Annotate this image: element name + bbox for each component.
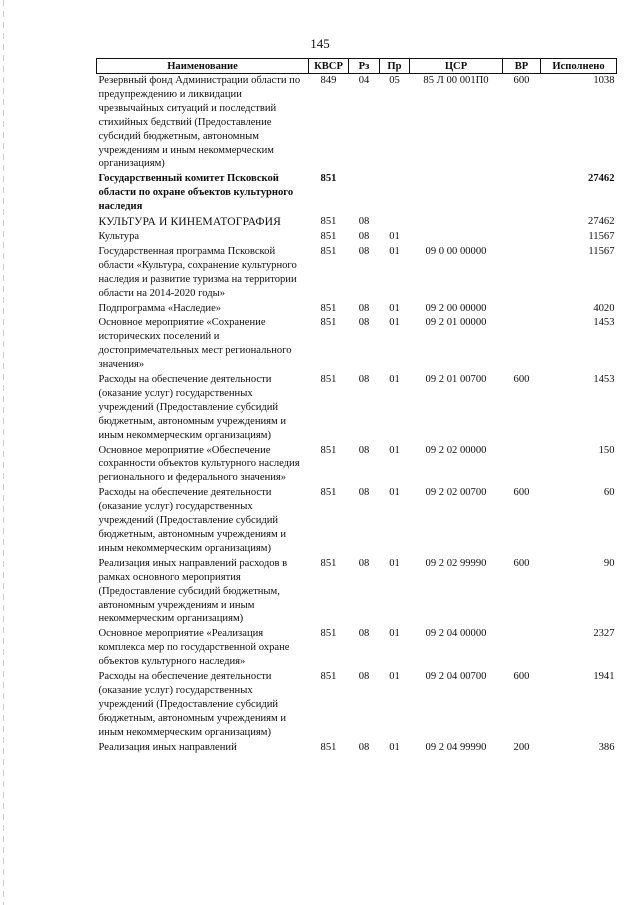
cell-kvsr: 851: [320, 741, 337, 753]
cell-executed: 150: [598, 444, 615, 456]
cell-vr: [503, 316, 541, 373]
budget-table: [96, 58, 617, 756]
header-kvsr: КВСР: [309, 59, 349, 74]
cell-csr: 85 Л 00 001П0: [423, 75, 489, 86]
cell-csr: [410, 215, 503, 230]
cell-kvsr: 851: [320, 317, 337, 329]
cell-executed: 11567: [588, 230, 615, 242]
cell-vr: [503, 172, 541, 215]
cell-rz: 08: [358, 444, 370, 456]
cell-rz: 08: [358, 216, 370, 228]
cell-pr: [380, 215, 410, 230]
cell-vr: 600: [513, 671, 530, 683]
cell-pr: 01: [389, 374, 400, 386]
cell-kvsr: 851: [320, 302, 337, 314]
page-number: 145: [310, 36, 330, 51]
header-csr: ЦСР: [410, 59, 503, 74]
cell-executed: 4020: [593, 302, 615, 314]
cell-pr: [380, 172, 410, 215]
cell-vr: 600: [513, 487, 530, 499]
cell-name: Расходы на обеспечение деятельности (оказание услуг) государственных учреждений (Предоставление субсидий бюджетным, автономным учреждениям и иным некоммерческим организациям): [98, 671, 287, 738]
cell-rz: 08: [358, 317, 370, 329]
table-row: [97, 486, 617, 557]
table-row: [97, 444, 617, 487]
scan-edge-artifact: [3, 0, 4, 905]
cell-vr: 200: [513, 741, 530, 753]
cell-kvsr: 851: [320, 374, 337, 386]
table-row: [97, 670, 617, 741]
cell-name: Государственный комитет Псковской области по охране объектов культурного наследия: [98, 173, 294, 213]
cell-csr: 09 2 04 00700: [425, 671, 487, 683]
cell-kvsr: 851: [320, 245, 337, 257]
cell-kvsr: 851: [320, 216, 337, 228]
cell-csr: 09 2 04 99990: [425, 741, 487, 753]
cell-name: Расходы на обеспечение деятельности (оказание услуг) государственных учреждений (Предоставление субсидий бюджетным, автономным учреждениям и иным некоммерческим организациям): [98, 374, 287, 441]
cell-pr: 01: [389, 245, 400, 257]
cell-csr: [410, 230, 503, 245]
cell-csr: 09 2 02 00700: [425, 487, 487, 499]
cell-name: Подпрограмма «Наследие»: [98, 302, 222, 314]
header-vr: ВР: [503, 59, 541, 74]
header-pr: Пр: [380, 59, 410, 74]
cell-rz: 08: [358, 230, 370, 242]
cell-vr: [503, 627, 541, 670]
table-row: [97, 316, 617, 373]
cell-executed: 90: [603, 557, 615, 569]
cell-executed: 1453: [593, 317, 615, 329]
cell-vr: [503, 444, 541, 487]
cell-pr: 01: [389, 671, 400, 683]
cell-executed: 1038: [593, 75, 615, 86]
table-row: [97, 557, 617, 628]
table-row: [97, 172, 617, 215]
cell-name: Основное мероприятие «Сохранение исторических поселений и достопримечательных мест регионального значения»: [98, 317, 292, 371]
cell-vr: 600: [513, 374, 530, 386]
cell-pr: 01: [389, 487, 400, 499]
cell-pr: 01: [389, 557, 400, 569]
cell-pr: 01: [389, 741, 400, 753]
table-header-row: [97, 59, 617, 74]
header-name: Наименование: [97, 59, 309, 74]
cell-csr: 09 2 02 00000: [425, 444, 487, 456]
cell-rz: 04: [358, 75, 370, 86]
cell-csr: 09 0 00 00000: [425, 245, 487, 257]
cell-executed: 386: [598, 741, 615, 753]
cell-executed: 60: [603, 487, 615, 499]
cell-executed: 11567: [588, 245, 615, 257]
cell-name: Реализация иных направлений расходов в рамках основного мероприятия (Предоставление субсидий бюджетным, автономным учреждениям и иным некоммерческим организациям): [98, 557, 288, 625]
budget-table-container: [96, 58, 616, 756]
cell-vr: [503, 215, 541, 230]
cell-name: КУЛЬТУРА И КИНЕМАТОГРАФИЯ: [98, 215, 281, 229]
table-row: [97, 245, 617, 302]
cell-name: Резервный фонд Администрации области по предупреждению и ликвидации чрезвычайных ситуаций и последствий стихийных бедствий (Предоставление субсидий бюджетным, автономным учреждениям и иным некоммерческим организациям): [98, 75, 301, 170]
cell-executed: 1453: [593, 374, 615, 386]
cell-kvsr: 851: [320, 487, 337, 499]
cell-name: Реализация иных направлений: [98, 741, 237, 753]
table-row: [97, 627, 617, 670]
cell-name: Основное мероприятие «Обеспечение сохранности объектов культурного наследия регионального и федерального значения»: [98, 444, 300, 484]
cell-kvsr: 849: [320, 75, 337, 86]
cell-rz: 08: [358, 302, 370, 314]
cell-kvsr: 851: [320, 557, 337, 569]
cell-csr: 09 2 01 00700: [425, 374, 487, 386]
cell-vr: [503, 245, 541, 302]
cell-vr: 600: [513, 75, 530, 86]
cell-rz: 08: [358, 487, 370, 499]
cell-pr: 01: [389, 444, 400, 456]
cell-name: Основное мероприятие «Реализация комплекса мер по государственной охране объектов культурного наследия»: [98, 628, 290, 668]
table-row: [97, 230, 617, 245]
cell-vr: 600: [513, 557, 530, 569]
cell-csr: 09 2 00 00000: [425, 302, 487, 314]
cell-rz: 08: [358, 374, 370, 386]
cell-kvsr: 851: [320, 628, 337, 640]
cell-name: Культура: [98, 230, 140, 242]
cell-rz: 08: [358, 557, 370, 569]
cell-csr: 09 2 01 00000: [425, 317, 487, 329]
cell-pr: 01: [389, 317, 400, 329]
table-row: [97, 302, 617, 317]
table-row: [97, 215, 617, 230]
cell-vr: [503, 230, 541, 245]
cell-csr: [410, 172, 503, 215]
table-row: [97, 74, 617, 173]
cell-pr: 05: [389, 75, 400, 86]
cell-pr: 01: [389, 302, 400, 314]
header-executed: Исполнено: [541, 59, 617, 74]
cell-name: Расходы на обеспечение деятельности (оказание услуг) государственных учреждений (Предоставление субсидий бюджетным, автономным учреждениям и иным некоммерческим организациям): [98, 487, 287, 554]
cell-vr: [503, 302, 541, 317]
cell-kvsr: 851: [320, 230, 337, 242]
cell-rz: 08: [358, 245, 370, 257]
cell-executed: 2327: [593, 628, 615, 640]
cell-name: Государственная программа Псковской области «Культура, сохранение культурного наследия и развитие туризма на территории области на 2014-2020 годы»: [98, 245, 297, 299]
cell-rz: 08: [358, 628, 370, 640]
cell-rz: 08: [358, 741, 370, 753]
cell-executed: 27462: [588, 173, 615, 185]
cell-csr: 09 2 04 00000: [425, 628, 487, 640]
cell-pr: 01: [389, 628, 400, 640]
cell-kvsr: 851: [320, 671, 337, 683]
header-rz: Рз: [349, 59, 380, 74]
cell-rz: [349, 172, 380, 215]
cell-kvsr: 851: [320, 173, 337, 185]
cell-csr: 09 2 02 99990: [425, 557, 487, 569]
cell-executed: 1941: [593, 671, 615, 683]
table-row: [97, 373, 617, 444]
cell-pr: 01: [389, 230, 400, 242]
cell-executed: 27462: [588, 216, 615, 228]
table-row: [97, 741, 617, 756]
cell-rz: 08: [358, 671, 370, 683]
cell-kvsr: 851: [320, 444, 337, 456]
